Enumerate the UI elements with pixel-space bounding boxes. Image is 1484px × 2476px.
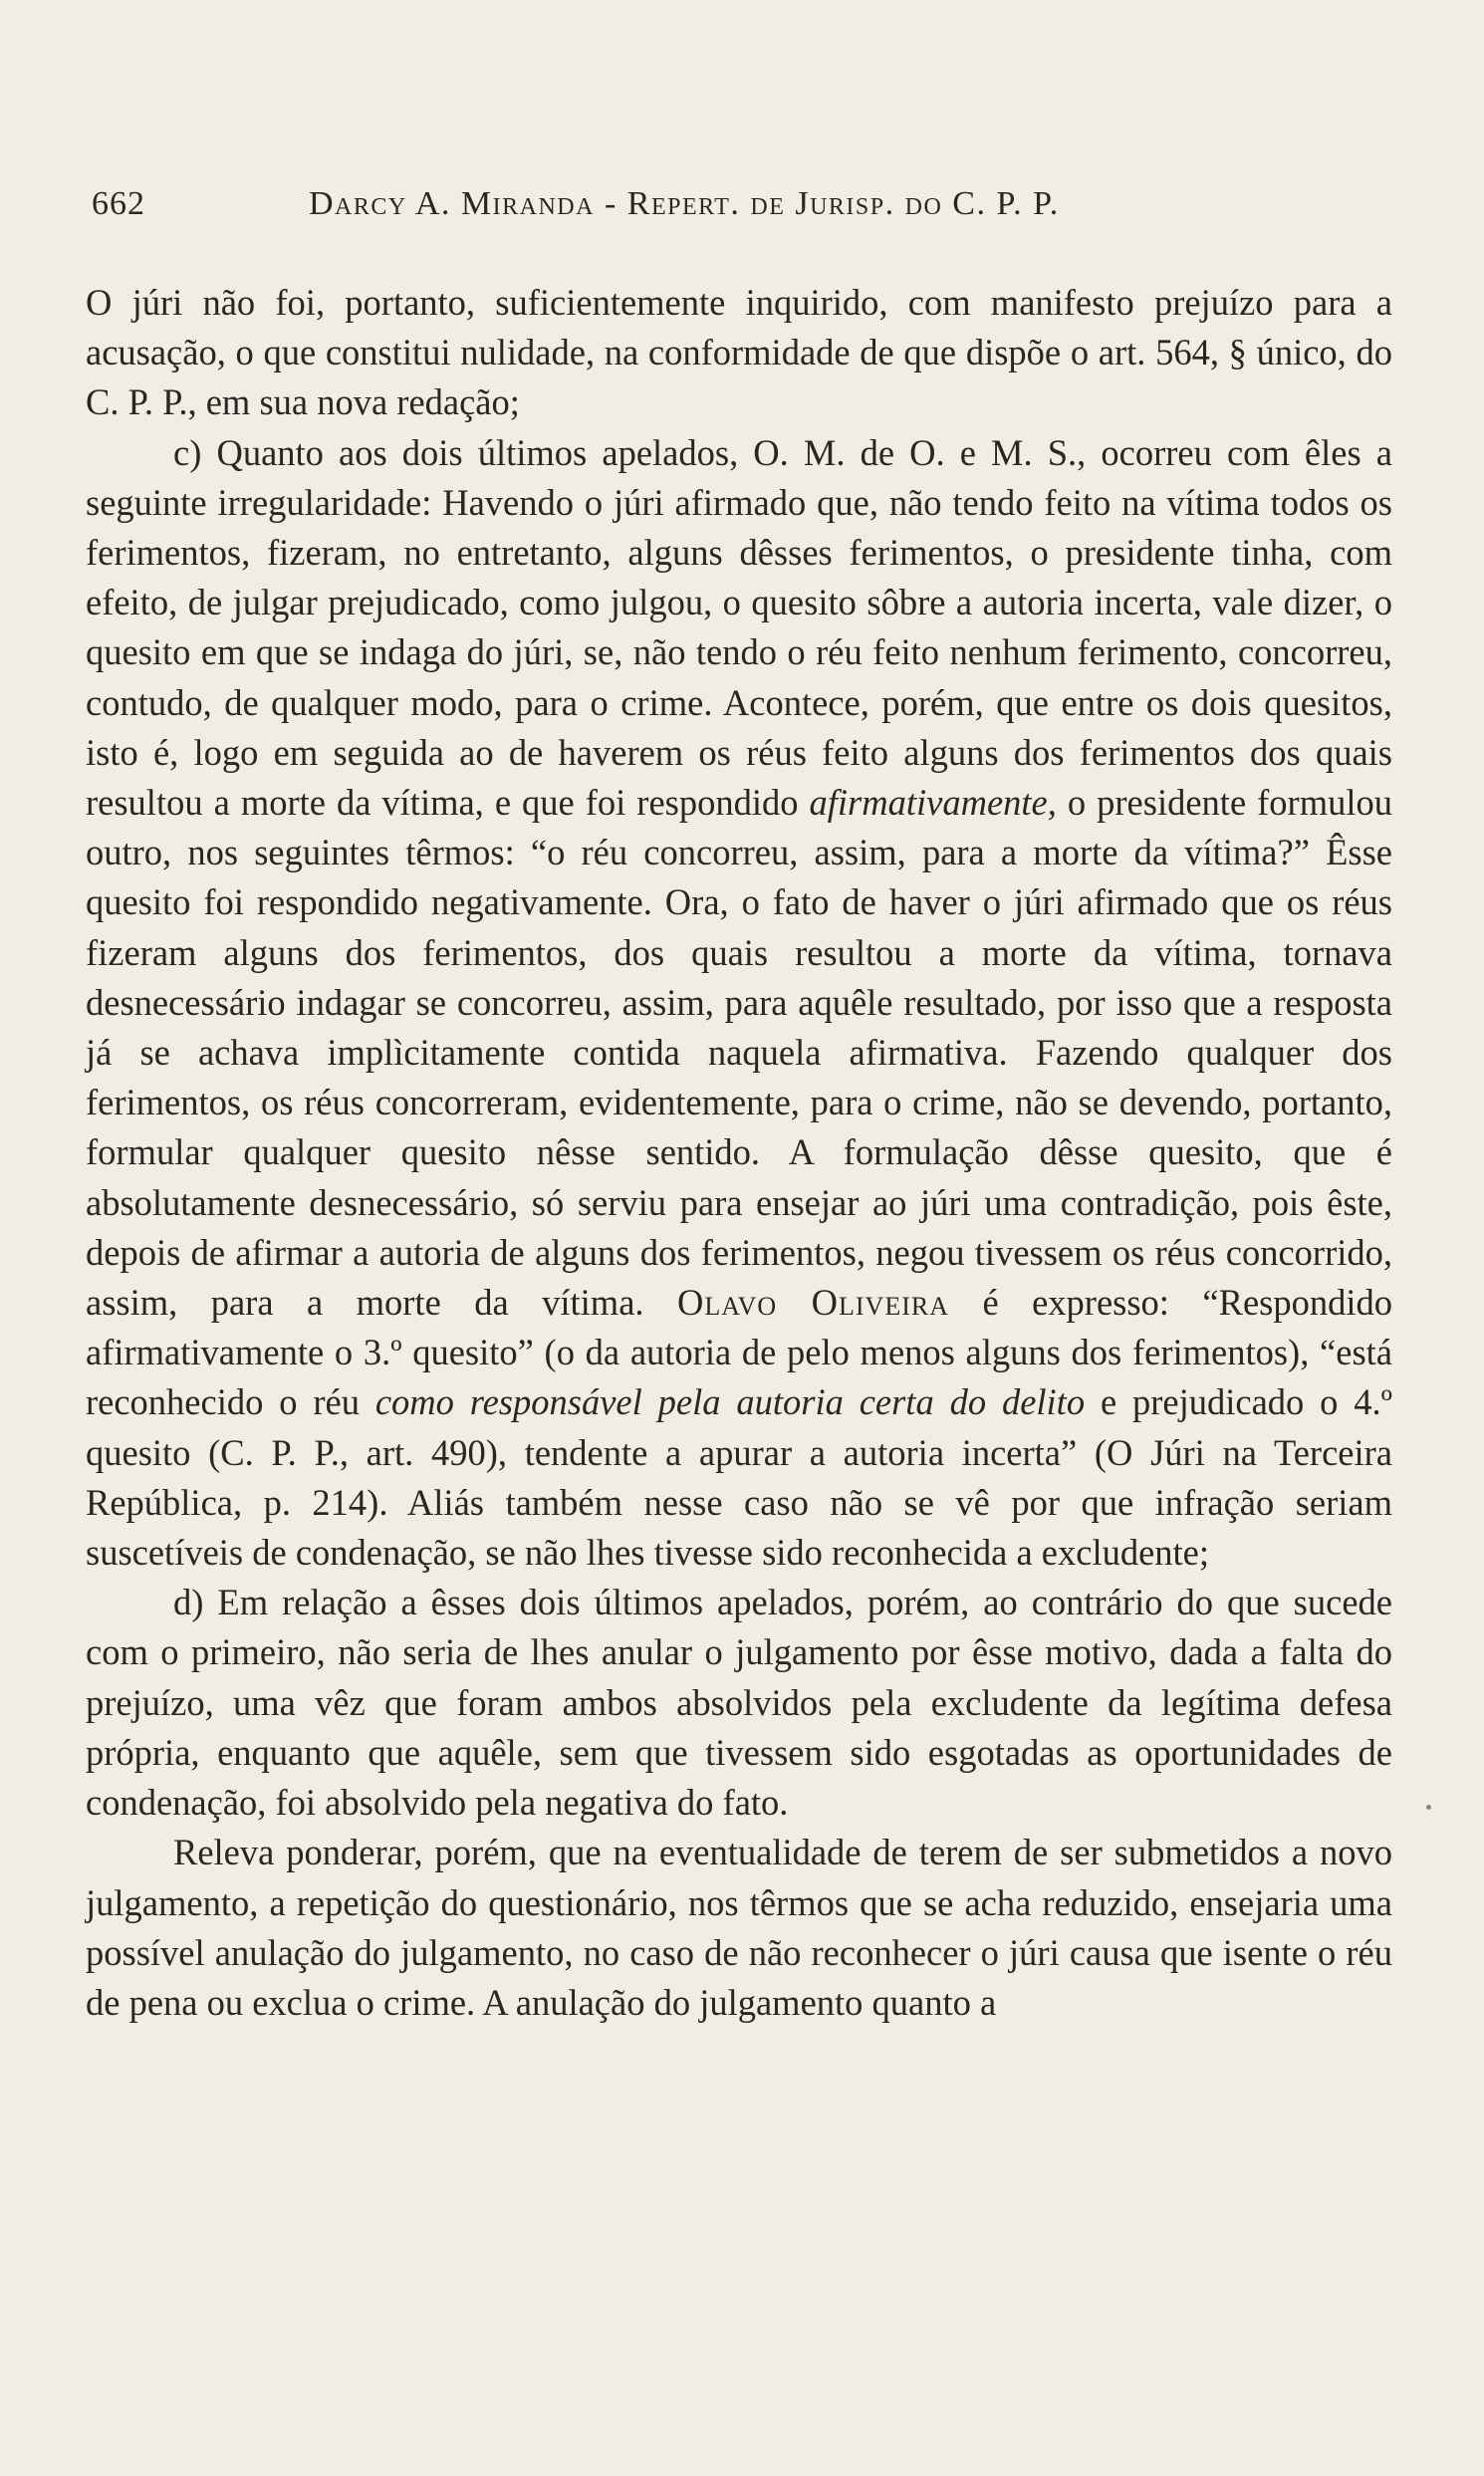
paragraph-3: d) Em relação a êsses dois últimos apelados, porém, ao contrário do que sucede com o primeiro, não seria de lhes anular o julgamento por êsse motivo, dada a falta do prejuízo, uma vêz que foram ambos absolvidos pela excludente da legítima defesa própria, enquanto que aquêle, sem que tivessem sido esgotadas as oportunidades de condenação, foi absolvido pela negativa do fato. <box>86 1582 1392 1824</box>
paragraph-4: Releva ponderar, porém, que na eventualidade de terem de ser submetidos a novo julgamento, a repetição do questionário, nos têrmos que se acha reduzido, ensejaria uma possível anulação do julgamento, no caso de não reconhecer o júri causa que isente o réu de pena ou exclua o crime. A anulação do julgamento quanto a <box>86 1832 1392 2023</box>
italic-quote: como responsável pela autoria certa do delito <box>374 1381 1086 1423</box>
running-head <box>92 179 1267 229</box>
running-title: Darcy A. Miranda - Repert. de Jurisp. do C. P. P. <box>309 185 1060 222</box>
paragraph-2-text-4: e prejudicado o 4.º quesito (C. P. P., art. 490), tendente a apurar a autoria incerta” (O Júri na Terceira República, p. 214). Aliás também nesse caso não se vê por que infração seriam suscetíveis de condenação, se não lhes tivesse sido reconhecida a excludente; <box>86 1381 1392 1574</box>
margin-speck <box>1426 1805 1431 1810</box>
italic-afirmativamente: afirmativamente, <box>809 782 1057 824</box>
paragraph-2-text-1: c) Quanto aos dois últimos apelados, O. M. de O. e M. S., ocorreu com êles a seguinte irregularidade: Havendo o júri afirmado que, não tendo feito na vítima todos os ferimentos, fizeram, no entretanto, alguns dêsses ferimentos, o presidente tinha, com efeito, de julgar prejudicado, como julgou, o quesito sôbre a autoria incerta, vale dizer, o quesito em que se indaga do júri, se, não tendo o réu feito nenhum ferimento, concorreu, contudo, de qualquer modo, para o crime. Acontece, porém, que entre os dois quesitos, isto é, logo em seguida ao de haverem os réus feito alguns dos ferimentos dos quais resultou a morte da vítima, e que foi respondido <box>86 431 1392 824</box>
paragraph-2-text-2: o presidente formulou outro, nos seguintes têrmos: “o réu concorreu, assim, para a morte da vítima?” Êsse quesito foi respondido negativamente. Ora, o fato de haver o júri afirmado que os réus fizeram alguns dos ferimentos, dos quais resultou a morte da vítima, tornava desnecessário indagar se concorreu, assim, para aquêle resultado, por isso que a resposta já se achava implìcitamente contida naquela afirmativa. Fazendo qualquer dos ferimentos, os réus concorreram, evidentemente, para o crime, não se devendo, portanto, formular qualquer quesito nêsse sentido. A formulação dêsse quesito, que é absolutamente desnecessário, só serviu para ensejar ao júri uma contradição, pois êste, depois de afirmar a autoria de alguns dos ferimentos, negou tivessem os réus concorrido, assim, para a morte da vítima. <box>86 782 1392 1324</box>
body-text <box>86 278 1392 2028</box>
paragraph-2-text-3: é expresso: “Respondido afirmativamente o 3.º quesito” (o da autoria de pelo menos alguns dos ferimentos), “está reconhecido o réu <box>86 1282 1392 1423</box>
paragraph-2 <box>86 428 1392 1579</box>
paragraph-1: O júri não foi, portanto, suficientemente inquirido, com manifesto prejuízo para a acusação, o que constitui nulidade, na conformidade de que dispõe o art. 564, § único, do C. P. P., em sua nova redação; <box>86 282 1392 423</box>
page-number: 662 <box>92 185 145 222</box>
cited-author: Olavo Oliveira <box>676 1282 949 1324</box>
